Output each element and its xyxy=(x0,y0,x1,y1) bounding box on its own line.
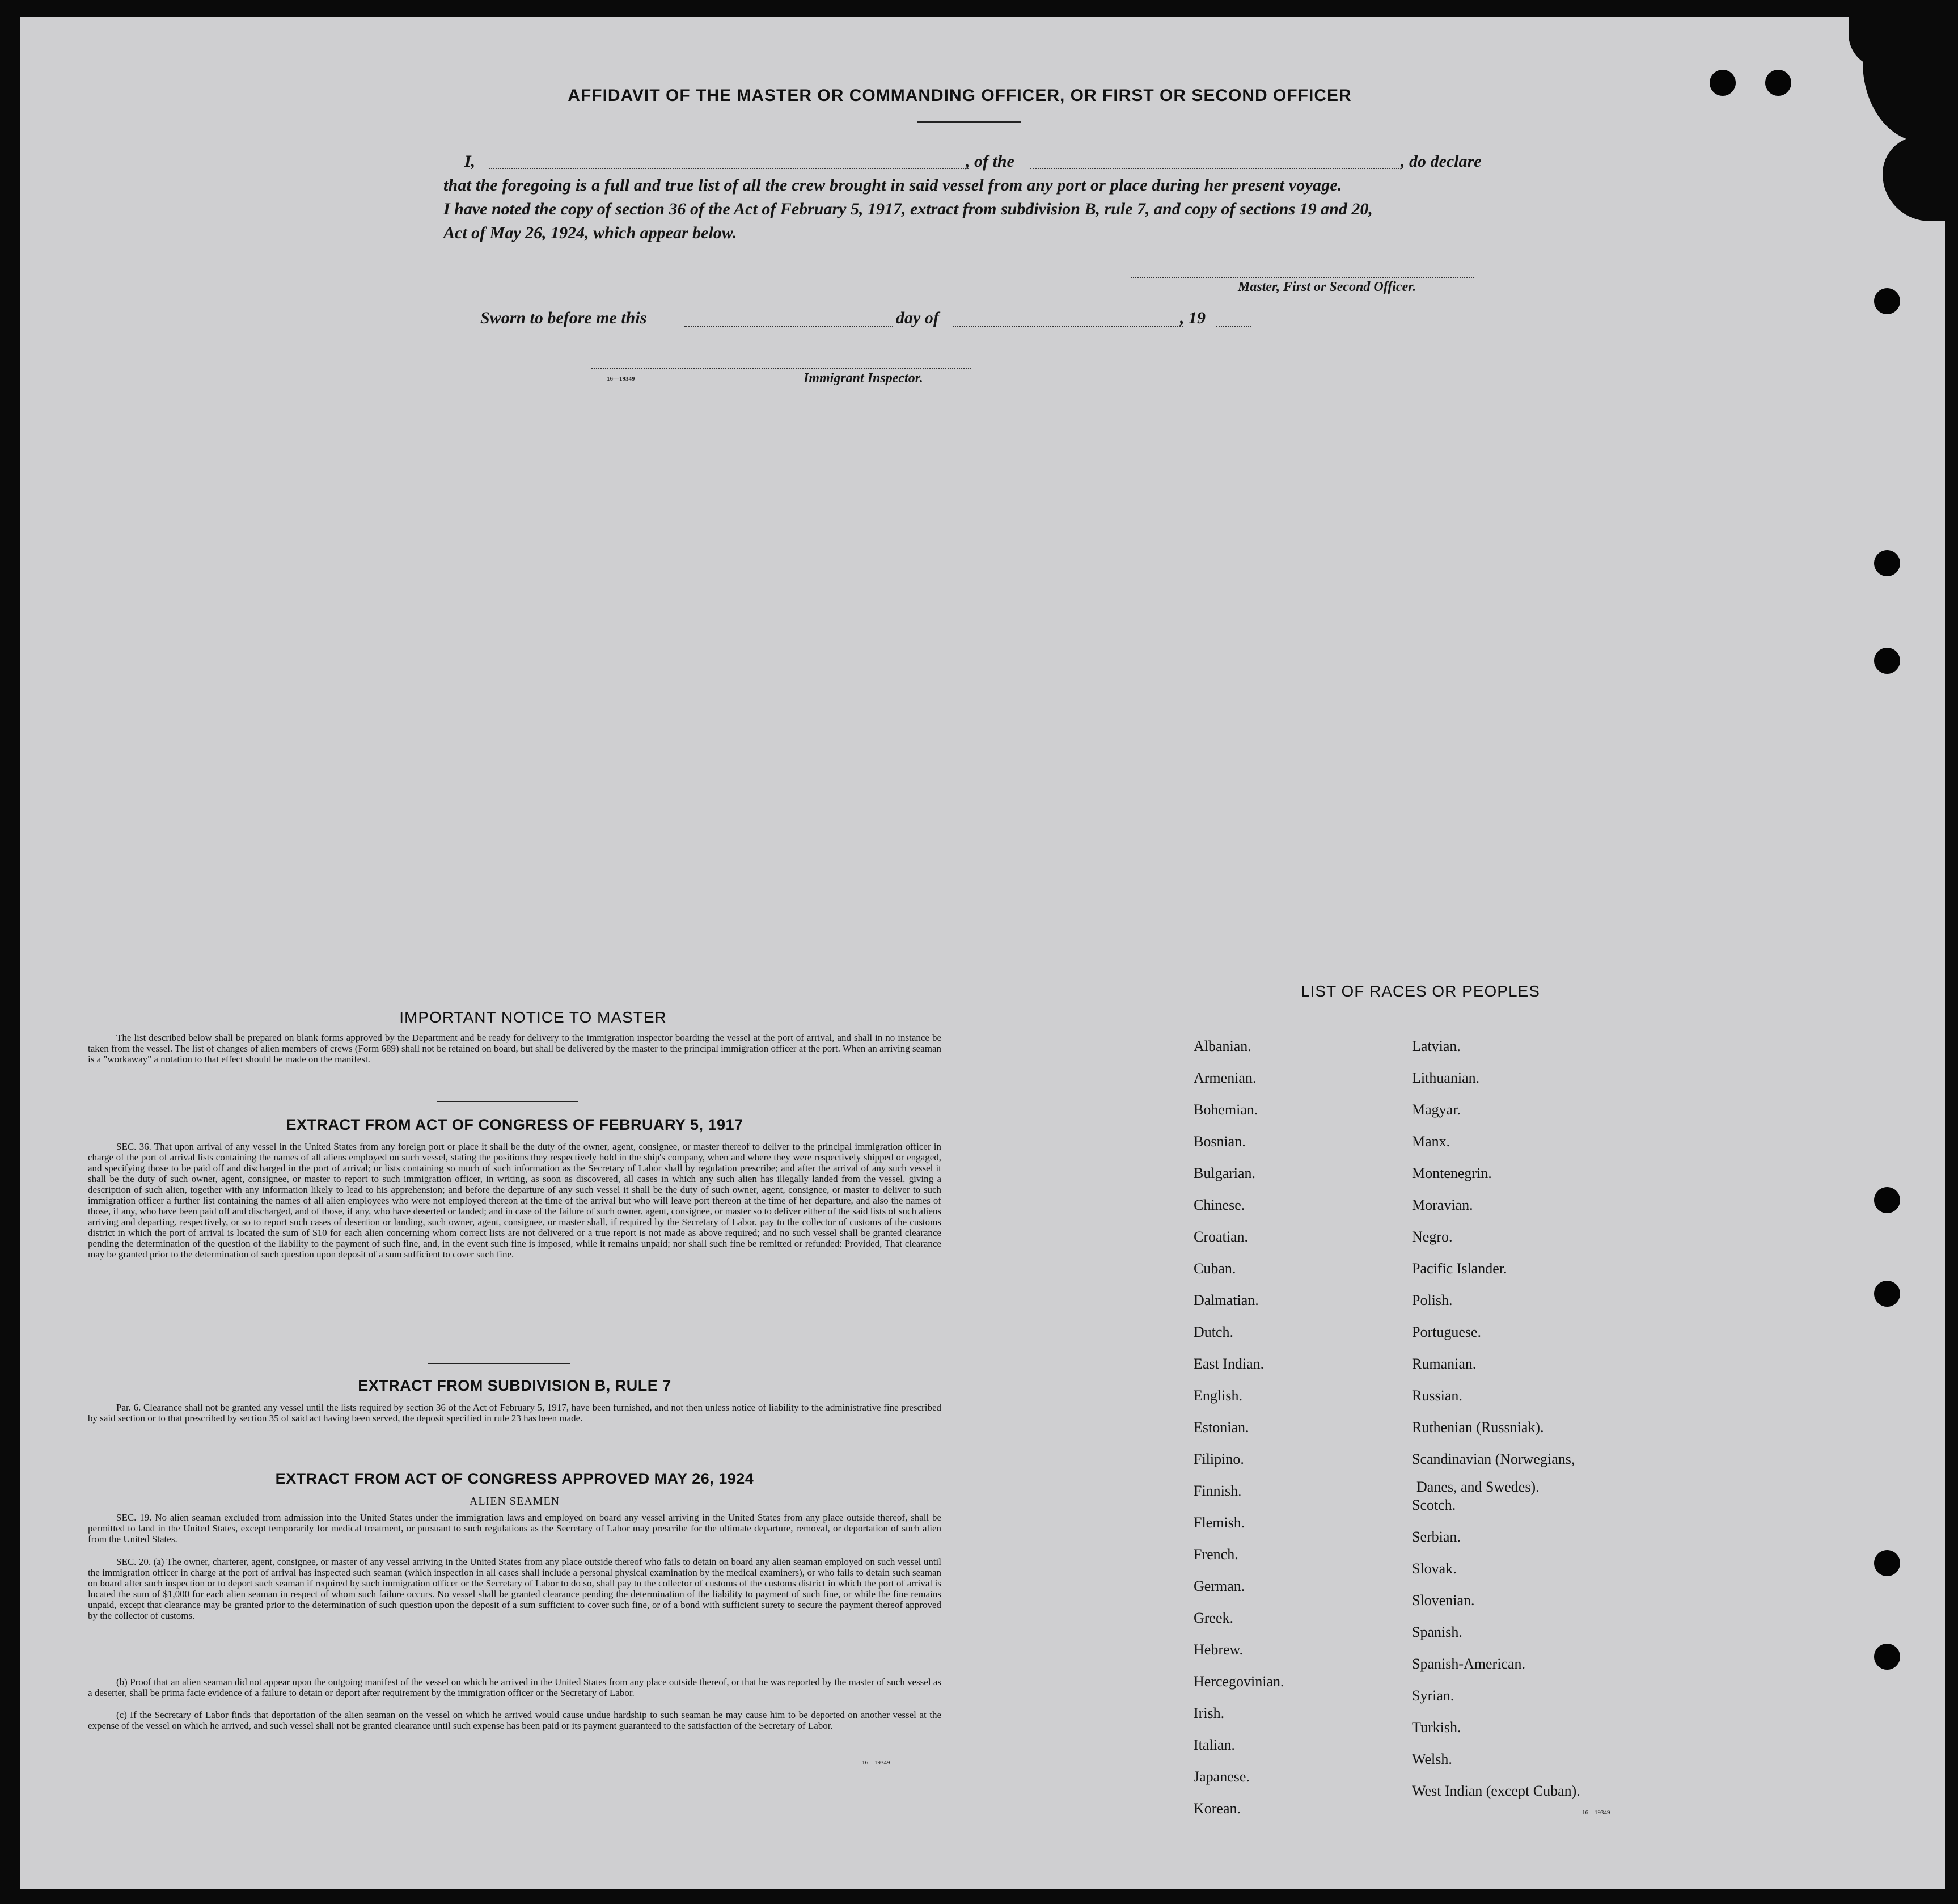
declaration-do-declare: , do declare xyxy=(1401,152,1482,171)
race-item: Estonian. xyxy=(1194,1419,1249,1436)
race-item: Moravian. xyxy=(1412,1197,1473,1213)
declaration-line-4: Act of May 26, 1924, which appear below. xyxy=(443,223,737,242)
sec-20b-text: (b) Proof that an alien seaman did not appear upon the outgoing manifest of the vessel on which he arrived in the United States from any place outside thereof, or that he was reported by the master of such vessel as a deserter, shall be prima facie evidence of a failure to detain or deport after requirement by the immigration officer or the Secretary of Labor. xyxy=(88,1677,941,1698)
title-underline xyxy=(917,121,1021,123)
year-prefix: , 19 xyxy=(1180,309,1206,327)
race-item: English. xyxy=(1194,1387,1242,1404)
race-item: Flemish. xyxy=(1194,1514,1245,1531)
race-item: Dalmatian. xyxy=(1194,1292,1259,1308)
declaration-line-2: that the foregoing is a full and true list of all the crew brought in said vessel from any port or place during her present voyage. xyxy=(443,176,1342,195)
race-item: Montenegrin. xyxy=(1412,1165,1492,1181)
inspector-signature-blank[interactable] xyxy=(591,368,971,369)
race-item: Irish. xyxy=(1194,1705,1225,1721)
extract-form-number: 16—19349 xyxy=(862,1759,890,1766)
race-item: Bosnian. xyxy=(1194,1133,1246,1150)
race-item: Cuban. xyxy=(1194,1260,1236,1277)
race-item: Spanish. xyxy=(1412,1624,1462,1640)
punch-hole xyxy=(1874,1281,1900,1307)
extract-1917-text: SEC. 36. That upon arrival of any vessel in the United States from any foreign port or place it shall be the duty of the owner, agent, consignee, or master thereof to deliver to the principal immigration officer in charge of the port of arrival lists containing the names of all aliens employed on such vessel, stating the positions they respectively hold in the ship's company, when and where they were respectively shipped or engaged, and specifying those to be paid off and discharged in the port of arrival; or lists containing so much of such information as the Secretary of Labor shall by regulation prescribe; and after the arrival of any such vessel it shall be the duty of such owner, agent, consignee, or master to report to such immigration officer, in writing, as soon as discovered, all cases in which any such alien has illegally landed from the vessel, giving a description of such alien, together with any information likely to lead to his apprehension; and before the departure of any such vessel it shall be the duty of such owner, agent, consignee, or master to deliver to such immigration officer a further list containing the names of all alien employees who were not employed thereon at the time of the arrival but who will leave port thereon at the time of her departure, and also the names of those, if any, who have been paid off and discharged, and of those, if any, who have deserted or landed; and in case of the failure of such owner, agent, consignee, or master so to deliver either of the said lists of such aliens arriving and departing, respectively, or so to report such cases of desertion or landing, such owner, agent, consignee, or master shall, if required by the Secretary of Labor, pay to the collector of customs of the customs district in which the port of arrival is located the sum of $10 for each alien concerning whom correct lists are not delivered or a true report is not made as above required; and no such vessel shall be granted clearance pending the determination of the question of the liability to the payment of such fine, and, in the event such fine is imposed, while it remains unpaid; nor shall such fine be remitted or refunded: Provided, That clearance may be granted prior to the determination of such question upon deposit of a sum sufficient to cover such fine. xyxy=(88,1141,941,1260)
affidavit-form-number: 16—19349 xyxy=(607,375,635,382)
month-blank[interactable] xyxy=(953,326,1183,327)
declaration-line-3: I have noted the copy of section 36 of the Act of February 5, 1917, extract from subdivision B, rule 7, and copy of sections 19 and 20, xyxy=(443,200,1373,218)
sworn-text: Sworn to before me this xyxy=(480,309,647,327)
race-item: Portuguese. xyxy=(1412,1324,1482,1340)
punch-hole xyxy=(1874,1550,1900,1576)
race-item: Scotch. xyxy=(1412,1497,1456,1513)
race-item: Korean. xyxy=(1194,1800,1241,1817)
punch-hole xyxy=(1874,288,1900,314)
alien-seamen-subtitle: ALIEN SEAMEN xyxy=(469,1495,560,1508)
sec-20a-text: SEC. 20. (a) The owner, charterer, agent, consignee, or master of any vessel arriving in the United States from any place outside thereof who fails to detain on board any alien seaman employed on such vessel until the immigration officer in charge at the port of arrival has inspected such seaman (which inspection in all cases shall include a personal physical examination by the medical examiners), or who fails to detain such seaman on board after such inspection or to deport such seaman if required by such immigration officer or the Secretary of Labor to do so, shall pay to the collector of customs of the customs district in which the port of arrival is located the sum of $1,000 for each alien seaman in respect of whom such failure occurs. No vessel shall be granted clearance pending the determination of the liability to payment of such fine, or while the fine remains unpaid, except that clearance may be granted prior to the determination of such question upon the deposit of a sum sufficient to cover such fine, or of a bond with sufficient surety to secure the payment thereof approved by the collector of customs. xyxy=(88,1556,941,1621)
name-blank[interactable] xyxy=(489,168,969,169)
race-item: Lithuanian. xyxy=(1412,1070,1480,1086)
race-item: Pacific Islander. xyxy=(1412,1260,1507,1277)
signature-label: Master, First or Second Officer. xyxy=(1238,280,1416,294)
race-item: Negro. xyxy=(1412,1228,1453,1245)
race-item: Serbian. xyxy=(1412,1529,1461,1545)
race-item: Italian. xyxy=(1194,1737,1235,1753)
race-item: Slovak. xyxy=(1412,1560,1457,1577)
rule-7-title: EXTRACT FROM SUBDIVISION B, RULE 7 xyxy=(358,1377,671,1394)
notice-text: The list described below shall be prepared on blank forms approved by the Department and be ready for delivery to the immigration inspector boarding the vessel at the port of arrival, and shall in no instance be taken from the vessel. The list of changes of alien members of crews (Form 689) shall not be retained on board, but shall be delivered by the master to the principal immigration officer at the port. When an arriving seaman is a "workaway" a notation to that effect should be made on the manifest. xyxy=(88,1032,941,1065)
race-item: Syrian. xyxy=(1412,1687,1454,1704)
signature-blank[interactable] xyxy=(1131,277,1474,278)
race-item: Welsh. xyxy=(1412,1751,1452,1767)
race-item: Filipino. xyxy=(1194,1451,1244,1467)
race-item: Dutch. xyxy=(1194,1324,1234,1340)
race-item: Chinese. xyxy=(1194,1197,1245,1213)
day-blank[interactable] xyxy=(684,326,893,327)
race-item: French. xyxy=(1194,1546,1238,1563)
race-scandinavian-continuation: Danes, and Swedes). xyxy=(1416,1479,1540,1495)
race-item: Albanian. xyxy=(1194,1038,1251,1054)
race-item: Finnish. xyxy=(1194,1483,1242,1499)
sec-19-text: SEC. 19. No alien seaman excluded from admission into the United States under the immigration laws and employed on board any vessel arriving in the United States from any place outside thereof, shall be permitted to land in the United States, except temporarily for medical treatment, or pursuant to such regulations as the Secretary of Labor may prescribe for the ultimate departure, removal, or deportation of such alien from the United States. xyxy=(88,1512,941,1544)
race-item: Ruthenian (Russniak). xyxy=(1412,1419,1544,1436)
race-item: Scandinavian (Norwegians, xyxy=(1412,1451,1575,1467)
extract-1917-title: EXTRACT FROM ACT OF CONGRESS OF FEBRUARY 5, 1917 xyxy=(286,1116,743,1133)
race-item: Latvian. xyxy=(1412,1038,1461,1054)
section-divider xyxy=(428,1363,570,1364)
race-item: Rumanian. xyxy=(1412,1356,1477,1372)
day-of-text: day of xyxy=(896,309,939,327)
race-item: West Indian (except Cuban). xyxy=(1412,1783,1580,1799)
race-item: Armenian. xyxy=(1194,1070,1257,1086)
extract-1924-title: EXTRACT FROM ACT OF CONGRESS APPROVED MAY 26, 1924 xyxy=(275,1470,754,1487)
race-item: Turkish. xyxy=(1412,1719,1461,1736)
race-item: Manx. xyxy=(1412,1133,1450,1150)
races-title: LIST OF RACES OR PEOPLES xyxy=(1301,982,1540,1000)
race-item: Bulgarian. xyxy=(1194,1165,1256,1181)
race-item: Croatian. xyxy=(1194,1228,1249,1245)
race-item: Hebrew. xyxy=(1194,1641,1244,1658)
document-sheet xyxy=(20,17,1945,1889)
punch-hole xyxy=(1874,648,1900,674)
year-blank[interactable] xyxy=(1216,326,1251,327)
punch-hole xyxy=(1874,1187,1900,1213)
race-item: Greek. xyxy=(1194,1610,1234,1626)
race-item: East Indian. xyxy=(1194,1356,1265,1372)
rule-7-text: Par. 6. Clearance shall not be granted any vessel until the lists required by section 36 of the Act of February 5, 1917, have been furnished, and not then unless notice of liability to the administrative fine prescribed by said section or to that prescribed by section 35 of said act having been served, the deposit specified in rule 23 has been made. xyxy=(88,1402,941,1424)
race-item: Bohemian. xyxy=(1194,1101,1258,1118)
punch-hole xyxy=(1874,1644,1900,1670)
race-item: Japanese. xyxy=(1194,1768,1250,1785)
torn-edge xyxy=(1883,136,1945,221)
races-form-number: 16—19349 xyxy=(1582,1809,1610,1816)
race-item: Slovenian. xyxy=(1412,1592,1475,1609)
inspector-label: Immigrant Inspector. xyxy=(804,371,923,386)
race-item: Magyar. xyxy=(1412,1101,1461,1118)
torn-corner xyxy=(1849,17,1948,68)
declaration-of-the: , of the xyxy=(966,152,1014,171)
race-item: Russian. xyxy=(1412,1387,1462,1404)
race-item: German. xyxy=(1194,1578,1245,1594)
section-divider xyxy=(437,1101,578,1102)
race-item: Spanish-American. xyxy=(1412,1656,1526,1672)
race-item: Polish. xyxy=(1412,1292,1453,1308)
race-item: Hercegovinian. xyxy=(1194,1673,1284,1690)
vessel-blank[interactable] xyxy=(1030,168,1402,169)
sec-20c-text: (c) If the Secretary of Labor finds that deportation of the alien seaman on the vessel on which he arrived would cause undue hardship to such seaman he may cause him to be deported on another vessel at the expense of the vessel on which he arrived, and such vessel shall not be granted clearance until such expense has been paid or its payment guaranteed to the satisfaction of the Secretary of Labor. xyxy=(88,1709,941,1731)
affidavit-title: AFFIDAVIT OF THE MASTER OR COMMANDING OFFICER, OR FIRST OR SECOND OFFICER xyxy=(568,86,1352,105)
notice-title: IMPORTANT NOTICE TO MASTER xyxy=(399,1008,667,1026)
declaration-i: I, xyxy=(464,152,476,171)
punch-hole xyxy=(1874,550,1900,576)
